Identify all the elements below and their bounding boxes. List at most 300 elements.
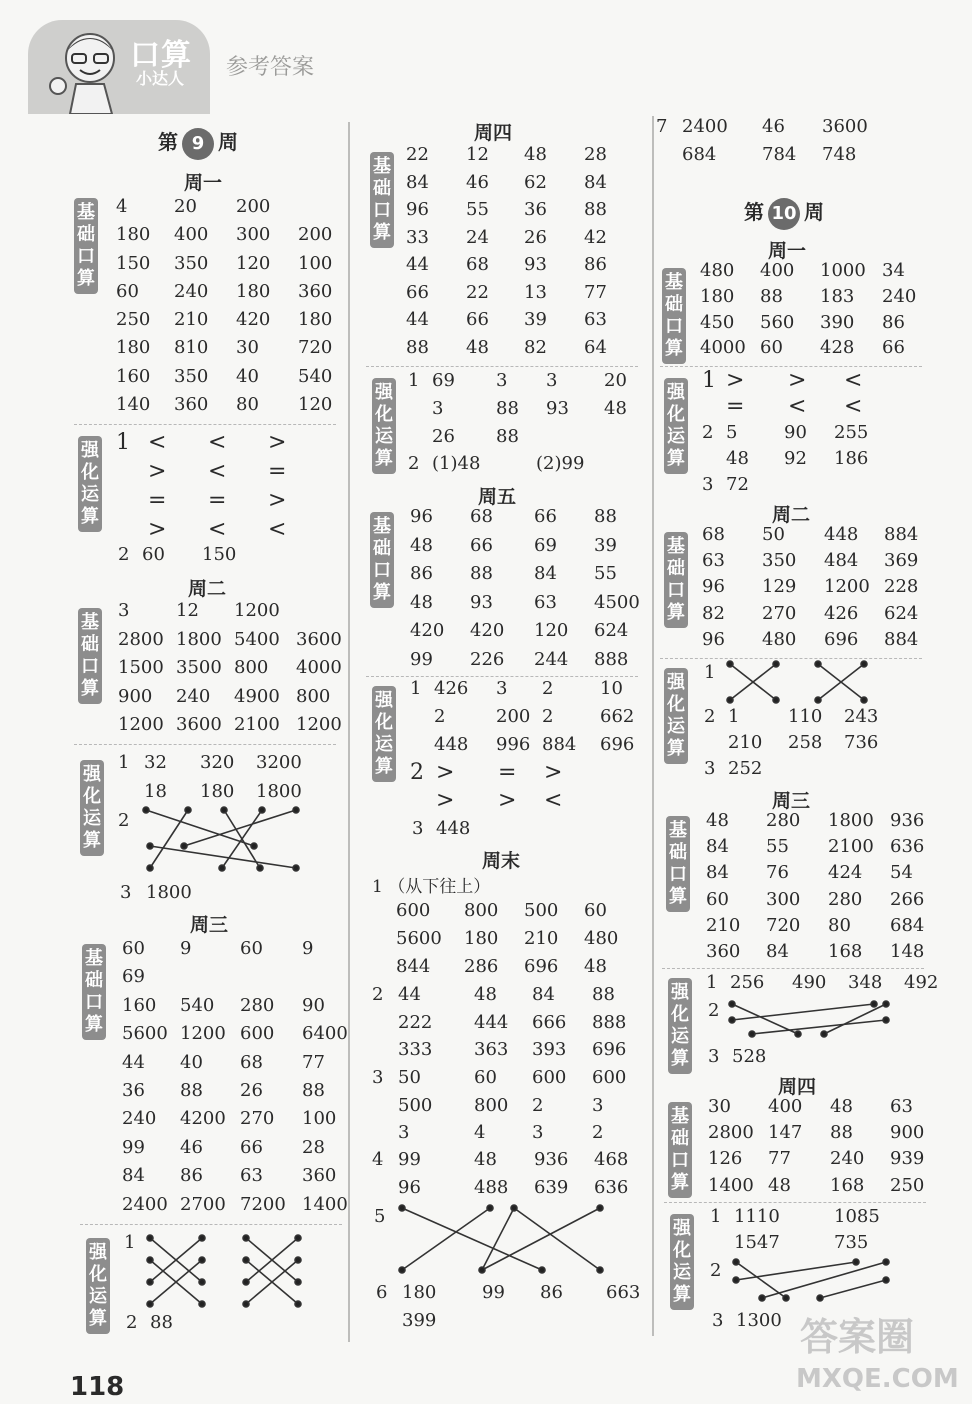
- answer-value: 40: [180, 1051, 203, 1073]
- logo-title: 口算: [130, 38, 192, 73]
- answer-value: [410, 734, 434, 762]
- answer-value: 3: [546, 370, 558, 391]
- answer-value: 500: [398, 1094, 433, 1116]
- answer-value: 7: [656, 116, 668, 137]
- answer-value: 936: [890, 810, 925, 831]
- answer-value: 936: [534, 1149, 569, 1170]
- answer-value: [302, 966, 356, 994]
- basic-label: 基础口算: [82, 944, 106, 1040]
- answer-value: 120: [298, 394, 333, 416]
- answer-value: 200: [298, 224, 333, 246]
- answer-value: 636: [890, 836, 925, 858]
- page-title: 参考答案: [226, 55, 315, 80]
- answer-value: 696: [600, 734, 635, 755]
- answer-grid: [126, 1312, 210, 1333]
- answer-value: 93: [524, 254, 547, 275]
- answer-value: 60: [760, 337, 783, 359]
- answer-value: 5400: [234, 628, 280, 650]
- divider: [660, 366, 922, 367]
- answer-value: 1800: [256, 781, 302, 802]
- answer-value: 2700: [180, 1193, 226, 1215]
- answer-value: [372, 1012, 398, 1040]
- answer-value: 600: [592, 1067, 627, 1088]
- answer-value: [702, 448, 726, 474]
- answer-value: 3: [412, 818, 424, 839]
- answer-value: 55: [466, 199, 489, 220]
- answer-value: 46: [466, 171, 489, 193]
- day-heading: 周一: [768, 240, 807, 262]
- answer-value: 60: [142, 544, 165, 565]
- question-number: 5: [374, 1206, 386, 1227]
- answer-value: 72: [726, 474, 749, 495]
- answer-value: 484: [824, 550, 859, 572]
- answer-value: 4: [372, 1149, 384, 1170]
- answer-value: 100: [298, 252, 333, 274]
- answer-value: [372, 1122, 398, 1150]
- answer-value: 12: [176, 600, 199, 621]
- answer-value: 84: [532, 984, 555, 1005]
- answer-value: 420: [410, 620, 445, 642]
- answer-value: 280: [828, 888, 863, 910]
- answer-value: 1: [710, 1206, 722, 1227]
- answer-value: 1200: [824, 576, 870, 598]
- answer-grid: [410, 506, 646, 678]
- answer-value: 92: [784, 448, 807, 469]
- answer-value: 54: [890, 862, 913, 884]
- answer-value: 86: [584, 254, 607, 275]
- answer-value: 696: [524, 956, 559, 977]
- answer-grid: [656, 116, 872, 172]
- answer-grid: [708, 1046, 782, 1067]
- answer-value: [116, 517, 148, 546]
- answer-value: <: [844, 368, 863, 393]
- answer-value: 90: [784, 422, 807, 443]
- question-number: 2: [710, 1260, 722, 1281]
- answer-value: 68: [240, 1051, 263, 1073]
- answer-value: =: [268, 459, 287, 484]
- answer-value: 3: [432, 398, 444, 419]
- answer-value: 684: [682, 144, 717, 165]
- answer-value: 252: [728, 758, 763, 779]
- strong-label: 强化运算: [664, 668, 688, 764]
- answer-value: 12: [466, 144, 489, 165]
- answer-value: 88: [470, 563, 493, 585]
- answer-value: 1: [410, 678, 422, 699]
- matching-lines: [720, 656, 880, 708]
- answer-value: 77: [302, 1051, 325, 1073]
- answer-value: 26: [240, 1079, 263, 1101]
- answer-value: 400: [174, 224, 209, 246]
- answer-value: 68: [470, 506, 493, 527]
- answer-grid: [118, 544, 262, 565]
- answer-grid: [408, 370, 644, 454]
- answer-value: 600: [240, 1023, 275, 1045]
- answer-grid: [702, 474, 776, 495]
- answer-value: <: [268, 517, 287, 542]
- answer-value: 76: [766, 862, 789, 884]
- answer-value: 270: [762, 602, 797, 624]
- answer-value: 844: [396, 956, 431, 977]
- answer-value: 6400: [302, 1023, 348, 1045]
- answer-value: 84: [584, 171, 607, 193]
- answer-value: 400: [768, 1096, 803, 1117]
- answer-value: [604, 426, 644, 454]
- answer-value: 40: [236, 365, 259, 387]
- answer-value: 540: [180, 994, 215, 1016]
- answer-value: 300: [766, 888, 801, 910]
- answer-value: 20: [174, 196, 197, 217]
- answer-value: 96: [410, 506, 433, 527]
- page-number: 118: [70, 1372, 125, 1402]
- answer-value: 735: [834, 1232, 869, 1253]
- day-heading: 周二: [188, 578, 227, 600]
- answer-value: 900: [890, 1122, 925, 1144]
- answer-grid: [372, 1149, 644, 1204]
- answer-value: 93: [470, 591, 493, 613]
- answer-value: <: [148, 430, 167, 455]
- answer-value: 1200: [118, 714, 164, 735]
- strong-label: 强化运算: [668, 978, 692, 1074]
- answer-value: 420: [236, 309, 271, 331]
- answer-value: 448: [824, 524, 859, 545]
- answer-value: 1000: [820, 260, 866, 281]
- answer-value: 1500: [118, 657, 164, 678]
- answer-value: 48: [604, 398, 627, 419]
- answer-value: 77: [584, 281, 607, 303]
- answer-value: >: [544, 760, 563, 785]
- answer-value: 300: [236, 224, 271, 246]
- answer-value: 86: [410, 563, 433, 585]
- answer-value: 66: [240, 1136, 263, 1158]
- answer-value: 1547: [734, 1232, 780, 1253]
- answer-value: 1: [706, 972, 718, 993]
- answer-value: 1: [408, 370, 420, 391]
- divider: [80, 1224, 342, 1225]
- matching-lines: [140, 1228, 320, 1308]
- day-heading: 周一: [184, 172, 223, 194]
- answer-value: 3600: [176, 714, 222, 735]
- answer-value: 266: [890, 888, 925, 910]
- answer-grid: [116, 430, 308, 546]
- answer-value: 428: [820, 337, 855, 359]
- strong-label: 强化运算: [372, 378, 396, 474]
- answer-value: 180: [298, 309, 333, 331]
- answer-value: 996: [496, 734, 531, 755]
- divider: [366, 366, 638, 367]
- answer-value: 222: [398, 1011, 433, 1033]
- answer-value: 3500: [176, 657, 222, 678]
- day-heading: 周四: [778, 1076, 817, 1098]
- answer-value: >: [788, 368, 807, 393]
- answer-value: 88: [302, 1079, 325, 1101]
- answer-value: 560: [760, 311, 795, 333]
- answer-value: 20: [604, 370, 627, 391]
- answer-value: 44: [122, 1051, 145, 1073]
- answer-value: 280: [766, 810, 801, 831]
- answer-value: 624: [884, 602, 919, 624]
- answer-value: 48: [706, 810, 729, 831]
- basic-label: 基础口算: [662, 268, 686, 364]
- answer-value: 183: [820, 285, 855, 307]
- answer-grid: [118, 600, 352, 743]
- answer-value: [704, 732, 728, 758]
- answer-value: 120: [236, 252, 271, 274]
- answer-value: 666: [532, 1011, 567, 1033]
- answer-value: 884: [542, 734, 577, 755]
- answer-value: 63: [584, 309, 607, 330]
- answer-value: 420: [470, 620, 505, 642]
- answer-value: 60: [584, 900, 607, 921]
- answer-value: 99: [410, 648, 433, 670]
- answer-value: 240: [830, 1148, 865, 1170]
- answer-value: 444: [474, 1011, 509, 1033]
- answer-value: 86: [180, 1165, 203, 1187]
- answer-grid: [408, 453, 606, 474]
- answer-value: 50: [398, 1067, 421, 1088]
- answer-value: 2: [592, 1122, 604, 1143]
- answer-value: 800: [474, 1094, 509, 1116]
- answer-value: 60: [474, 1067, 497, 1088]
- answer-value: 2: [542, 678, 554, 699]
- answer-value: 168: [830, 1174, 865, 1196]
- answer-value: 1110: [734, 1206, 780, 1227]
- answer-value: 9: [180, 938, 192, 959]
- answer-value: 44: [398, 984, 421, 1005]
- answer-value: 88: [180, 1079, 203, 1101]
- answer-value: 488: [474, 1176, 509, 1198]
- answer-value: 1800: [146, 882, 192, 903]
- answer-value: 333: [398, 1039, 433, 1060]
- answer-grid: [706, 972, 944, 993]
- answer-value: 2: [372, 984, 384, 1005]
- answer-value: 250: [890, 1174, 925, 1196]
- answer-value: 200: [236, 196, 271, 217]
- answer-value: 88: [760, 285, 783, 307]
- answer-value: [408, 426, 432, 454]
- answer-value: 1300: [736, 1310, 782, 1331]
- answer-value: 180: [700, 285, 735, 307]
- day-heading: 周末: [482, 850, 521, 872]
- basic-label: 基础口算: [668, 1102, 692, 1198]
- answer-grid: [702, 524, 934, 655]
- divider: [366, 676, 638, 677]
- answer-value: [546, 426, 604, 454]
- answer-value: 44: [406, 309, 429, 330]
- divider: [662, 968, 924, 969]
- answer-value: 88: [150, 1312, 173, 1333]
- answer-value: =: [208, 488, 227, 513]
- answer-value: <: [208, 459, 227, 484]
- answer-value: 684: [890, 914, 925, 936]
- answer-value: [482, 1310, 540, 1338]
- answer-value: 22: [466, 281, 489, 303]
- answer-value: <: [208, 430, 227, 455]
- answer-value: (2)99: [536, 453, 585, 474]
- answer-value: 240: [882, 285, 917, 307]
- answer-grid: [704, 706, 884, 758]
- answer-value: 624: [594, 620, 629, 642]
- answer-value: 140: [116, 394, 151, 416]
- answer-value: 180: [116, 224, 151, 246]
- answer-value: 3: [702, 474, 714, 495]
- strong-label: 强化运算: [78, 436, 102, 532]
- divider: [664, 1202, 926, 1203]
- answer-value: 350: [762, 550, 797, 572]
- answer-value: 26: [524, 226, 547, 248]
- answer-value: 784: [762, 144, 797, 165]
- answer-value: 39: [594, 534, 617, 556]
- answer-value: 1200: [234, 600, 280, 621]
- answer-value: 150: [202, 544, 237, 565]
- answer-value: 48: [474, 1149, 497, 1170]
- answer-grid: [410, 678, 650, 762]
- answer-value: [372, 1039, 398, 1067]
- answer-value: 210: [706, 914, 741, 936]
- answer-value: 3: [532, 1122, 544, 1143]
- answer-value: [116, 459, 148, 488]
- answer-value: 1200: [296, 714, 342, 735]
- answer-value: 77: [768, 1148, 791, 1170]
- answer-value: 736: [844, 732, 879, 753]
- answer-value: 696: [824, 628, 859, 650]
- strong-label: 强化运算: [670, 1214, 694, 1310]
- answer-value: 2400: [122, 1193, 168, 1215]
- answer-value: 240: [174, 280, 209, 302]
- answer-grid: [396, 900, 634, 984]
- answer-value: 4000: [296, 657, 342, 678]
- answer-value: 46: [180, 1136, 203, 1158]
- answer-value: 500: [524, 900, 559, 921]
- answer-value: 5600: [396, 928, 442, 949]
- answer-grid: [116, 196, 350, 422]
- answer-value: 400: [760, 260, 795, 281]
- strong-label: 强化运算: [664, 378, 688, 474]
- answer-value: 55: [766, 836, 789, 858]
- answer-value: 160: [116, 365, 151, 387]
- answer-value: 3: [708, 1046, 720, 1067]
- answer-value: 60: [122, 938, 145, 959]
- answer-value: 2: [702, 422, 714, 443]
- answer-value: 63: [890, 1096, 913, 1117]
- answer-value: 240: [176, 685, 211, 707]
- answer-value: [298, 196, 350, 224]
- answer-value: 6: [376, 1282, 388, 1303]
- answer-value: >: [148, 459, 167, 484]
- answer-value: 13: [524, 281, 547, 303]
- answer-value: 64: [584, 336, 607, 358]
- answer-value: 44: [406, 254, 429, 275]
- answer-value: 168: [828, 940, 863, 962]
- answer-value: 363: [474, 1039, 509, 1060]
- answer-value: [180, 966, 240, 994]
- answer-value: 96: [702, 576, 725, 598]
- answer-value: 48: [584, 956, 607, 977]
- answer-value: 663: [606, 1282, 641, 1303]
- answer-value: >: [436, 760, 455, 785]
- answer-value: 3: [592, 1094, 604, 1116]
- answer-value: 150: [116, 252, 151, 274]
- watermark-url: MXQE.COM: [796, 1364, 959, 1394]
- answer-value: 60: [240, 938, 263, 959]
- answer-value: 18: [144, 781, 167, 802]
- answer-value: 2: [408, 453, 420, 474]
- answer-value: 84: [706, 836, 729, 858]
- answer-value: 250: [116, 309, 151, 331]
- basic-label: 基础口算: [370, 512, 394, 608]
- answer-value: 186: [834, 448, 869, 469]
- answer-value: 88: [592, 984, 615, 1005]
- answer-value: 82: [524, 336, 547, 358]
- answer-value: 426: [824, 602, 859, 624]
- answer-value: 639: [534, 1176, 569, 1198]
- answer-value: 48: [466, 336, 489, 358]
- answer-value: 180: [236, 280, 271, 302]
- answer-value: 80: [236, 394, 259, 416]
- answer-grid: [376, 1282, 646, 1338]
- answer-value: 280: [240, 994, 275, 1016]
- answer-value: 84: [766, 940, 789, 962]
- answer-value: 39: [524, 309, 547, 330]
- answer-value: <: [788, 394, 807, 419]
- answer-value: 480: [762, 628, 797, 650]
- answer-value: 748: [822, 144, 857, 165]
- answer-value: 33: [406, 226, 429, 248]
- answer-value: 1: [116, 430, 130, 455]
- answer-value: 129: [762, 576, 797, 598]
- answer-value: 48: [474, 984, 497, 1005]
- answer-value: 60: [116, 280, 139, 302]
- answer-grid: [712, 1310, 796, 1331]
- answer-grid: [372, 984, 642, 1067]
- basic-label: 基础口算: [370, 152, 394, 248]
- answer-value: (1)48: [432, 453, 481, 474]
- answer-value: 80: [828, 914, 851, 936]
- answer-value: 48: [524, 144, 547, 165]
- answer-value: [408, 398, 432, 426]
- answer-value: 180: [200, 781, 235, 802]
- answer-value: 2400: [682, 116, 728, 137]
- answer-value: 600: [532, 1067, 567, 1088]
- answer-value: 600: [396, 900, 431, 921]
- answer-value: [606, 1310, 646, 1338]
- answer-value: 63: [534, 591, 557, 613]
- answer-value: 69: [432, 370, 455, 391]
- answer-value: 4: [116, 196, 128, 217]
- answer-value: =: [148, 488, 167, 513]
- answer-value: 424: [828, 862, 863, 884]
- answer-value: [540, 1310, 606, 1338]
- answer-value: 126: [708, 1148, 743, 1170]
- answer-value: 360: [706, 940, 741, 962]
- answer-value: 210: [174, 309, 209, 331]
- answer-value: 42: [584, 226, 607, 248]
- answer-value: 4900: [234, 685, 280, 707]
- answer-value: 3: [372, 1067, 384, 1088]
- answer-value: 800: [464, 900, 499, 921]
- answer-value: 96: [702, 628, 725, 650]
- strong-label: 强化运算: [372, 686, 396, 782]
- answer-value: =: [498, 760, 517, 785]
- answer-value: 120: [534, 620, 569, 642]
- answer-value: 36: [122, 1079, 145, 1101]
- answer-value: 3200: [256, 752, 302, 773]
- answer-value: 28: [584, 144, 607, 165]
- strong-label: 强化运算: [86, 1238, 110, 1334]
- answer-value: 66: [466, 309, 489, 330]
- answer-grid: [704, 758, 778, 779]
- answer-value: 800: [234, 657, 269, 678]
- week-9-heading: 第 9 周: [158, 126, 238, 160]
